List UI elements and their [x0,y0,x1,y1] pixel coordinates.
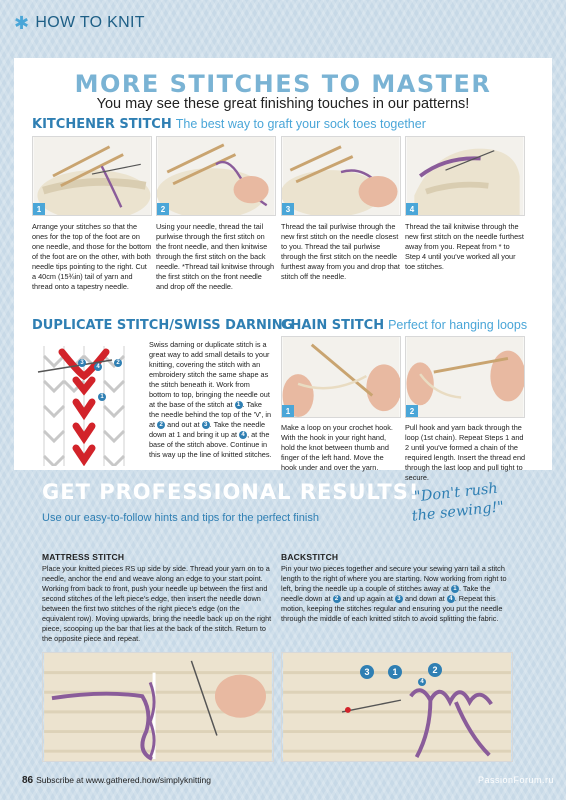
professional-subtitle: Use our easy-to-follow hints and tips for the perfect finish [42,512,319,524]
chain-step-2-text: Pull hook and yarn back through the loop (1st chain). Repeat Steps 1 and 2 until you've formed a chain of the required length. Insert the thread end through the last loop and pull tight to secure. [405,423,526,482]
kitchener-photo-1 [32,136,152,216]
marker-4-inline: 4 [447,595,455,603]
mattress-photo [42,652,274,762]
chain-photo-1 [281,336,401,418]
kitchener-step-4-text: Thread the tail knitwise through the new first stitch on the needle furthest away from you. Repeat from * to Step 4 until you've worked all your toe stitches. [405,222,524,271]
marker-2: 2 [428,661,442,679]
backstitch-title: BACKSTITCH [281,552,339,562]
mattress-text: Place your knitted pieces RS up side by side. Thread your yarn on to a needle, anchor the end and weave along an edge to your start point. Working from back to front, push your needle up between the first and second stitches of the left piece's edge, then insert the needle down between the first two stitches of the right piece's edge (on the equivalent row). Moving upwards, bring the needle back up on the right piece, scooping up the bar that lies at the back of the stitch. Return to the opposite piece and repeat. [42,564,272,643]
kitchener-photo-2 [156,136,276,216]
kitchener-title: KITCHENER STITCH [32,117,172,132]
marker-3-inline: 3 [395,595,403,603]
marker-4-inline: 4 [239,431,247,439]
swiss-darning-diagram [32,336,142,466]
backstitch-text: Pin your two pieces together and secure your sewing yarn tail a stitch length to the right of where you are starting. Now working from right to left, bring the needle up a couple of stitches away at 1 . Take the needle down at 2 and up again at 3 and down at 4 . Repeat this motion, keeping the stitches regular and ensuring you put the needle through the middle of each knitted stitch to avoid splitting the fabric. [281,564,507,623]
step-number: 2 [406,405,418,417]
marker-3-inline: 3 [202,421,210,429]
crochet-hook-image [406,337,524,417]
marker-1: 1 [98,388,106,406]
kitchener-heading [32,117,426,132]
section-label: HOW TO KNIT [35,14,145,31]
kitchener-step-1-text: Arrange your stitches so that the ones for the top of the foot are on one needle, and those for the bottom of the foot are on the other, with both needle tips pointing to the right. Cut a 40cm (15¾in) tail of yarn and thread onto a tapestry needle. [32,222,152,291]
knitting-sock-image [406,137,524,215]
crochet-hook-image [282,337,400,417]
marker-4: 4 [94,358,102,376]
duplicate-stitch-diagram [32,336,142,466]
marker-1-inline: 1 [451,585,459,593]
chain-tagline: Perfect for hanging loops [388,318,528,332]
marker-2-inline: 2 [333,595,341,603]
kitchener-step-2-text: Using your needle, thread the tail purlwise through the first stitch on the front needle, and then knitwise through the first stitch on the back needle. *Thread tail knitwise through the first stitch on the front needle and drop off the needle. [156,222,275,291]
marker-4: 4 [418,673,426,691]
footer [22,775,211,786]
step-number: 1 [33,203,45,215]
chain-step-1-text: Make a loop on your crochet hook. With the hook in your right hand, hold the knot between thumb and finger of the left hand. Move the hook under and over the yarn. [281,423,393,472]
kitchener-photo-3 [281,136,401,216]
backstitch-photo [281,652,513,762]
step-number: 4 [406,203,418,215]
duplicate-text: Swiss darning or duplicate stitch is a great way to add small details to your knitting, covering the stitch with an embroidery stitch the same shape as the stitch beneath it. Work from bottom to top, bringing the needle out at the base of the stitch at 1 . Take the needle behind the top of the 'V', in at 2 and out at 3 . Take the needle down at 1 and bring it up at 4 , at the base of the stitch above. Continue in this way up the line of knitted stitches. [149,340,272,459]
marker-3: 3 [78,354,86,372]
kitchener-photo-4 [405,136,525,216]
step-number: 3 [282,203,294,215]
section-header [14,14,145,32]
knitting-needles-image [33,137,151,215]
marker-1: 1 [388,663,402,681]
chain-title: CHAIN STITCH [281,318,385,333]
kitchener-tagline: The best way to graft your sock toes together [175,117,426,131]
marker-2: 2 [114,354,122,372]
professional-title: GET PROFESSIONAL RESULTS! [42,480,420,504]
page-number: 86 [22,775,34,786]
page-title: MORE STITCHES TO MASTER [74,70,492,98]
knitting-needles-image [282,137,400,215]
chain-heading [281,318,527,333]
duplicate-heading: DUPLICATE STITCH/SWISS DARNING [32,318,294,333]
mattress-title: MATTRESS STITCH [42,552,125,562]
marker-1-inline: 1 [235,401,243,409]
kitchener-step-3-text: Thread the tail purlwise through the new first stitch on the needle closest to you. Thread the tail purlwise through the first stitch on the needle furthest away from you and drop that stitch off the needle. [281,222,400,281]
marker-3: 3 [360,663,374,681]
asterisk-icon: ✱ [14,13,30,33]
watermark: PassionForum.ru [477,775,554,785]
mattress-stitch-image [43,653,273,761]
page-subtitle: You may see these great finishing touches in our patterns! [96,96,470,112]
step-number: 1 [282,405,294,417]
subscribe-link[interactable]: Subscribe at www.gathered.how/simplyknitting [36,775,211,785]
chain-photo-2 [405,336,525,418]
knitting-needles-image [157,137,275,215]
step-number: 2 [157,203,169,215]
marker-2-inline: 2 [157,421,165,429]
pull-quote: "Don't rush the sewing!" [411,480,505,525]
